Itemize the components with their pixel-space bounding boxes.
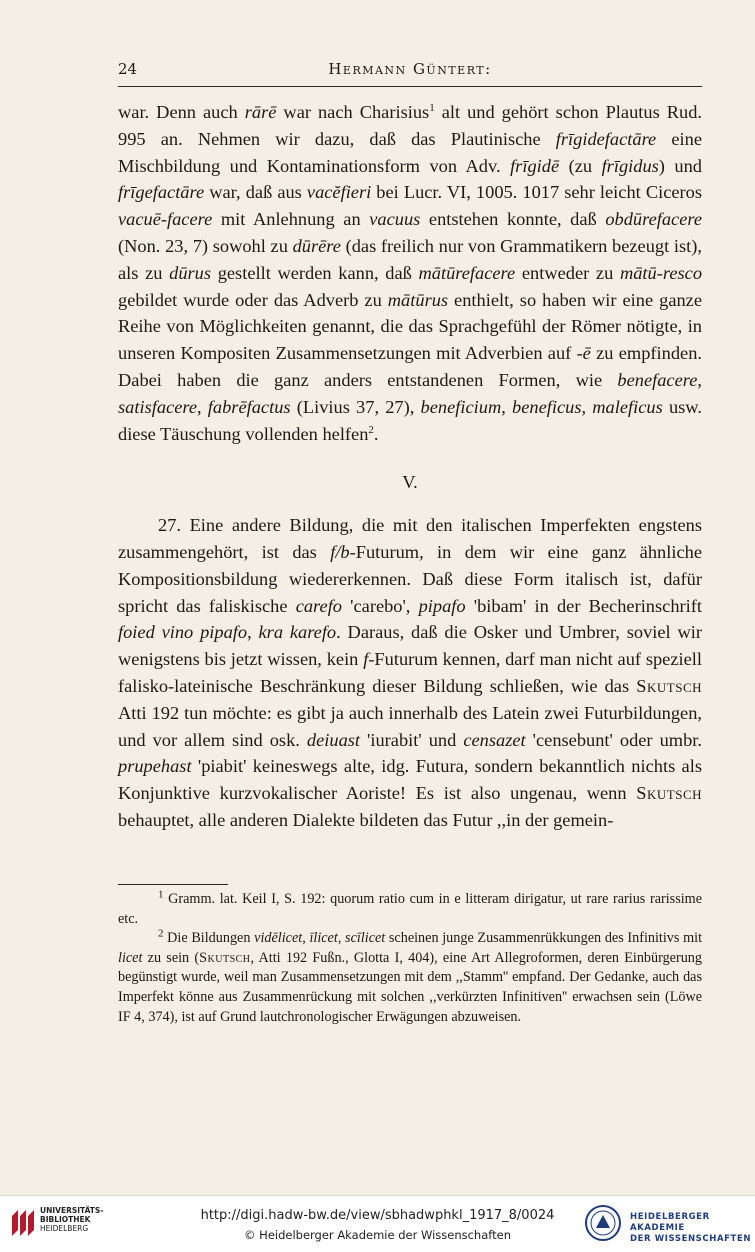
italic-term: fabrēfactus	[207, 396, 291, 417]
footnote-rule	[118, 884, 228, 885]
italic-term: vacuē-facere	[118, 209, 213, 230]
italic-term: f/b	[330, 541, 350, 562]
italic-term: censazet	[463, 729, 526, 750]
footnote-ref: 2	[368, 423, 374, 436]
footnote-2: $^2$ Die Bildungen vidēlicet, īlicet, scīlicet scheinen junge Zusammenrükkungen des Infinitivs mit licet zu sein (Skutsch, Atti 192 Fußn., Glotta I, 404), eine Art Allegroformen, deren Einbürgerung begünstigt wurde, weil man Zusammensetzungen mit dem ,,Stamm'' empfand. Der Gedanke, auch das Imperfekt könne aus Zusammenrückung mit solchen ,,verkürzten Infinitiven'' erwachsen sein (Löwe IF 4, 374), ist auf Grund lautchronologischer Erwägungen abzuweisen.	[118, 927, 703, 1025]
italic-term: vacĕfieri	[306, 182, 372, 203]
italic-term: beneficus	[512, 396, 582, 417]
italic-term: frīgidefactāre	[555, 128, 657, 149]
italic-term: -ē	[576, 343, 591, 364]
academy-name: HEIDELBERGER AKADEMIE DER WISSENSCHAFTEN	[630, 1212, 752, 1244]
header-rule	[118, 86, 702, 87]
italic-term: beneficium	[420, 396, 502, 417]
italic-term: pipafo	[418, 595, 466, 616]
italic-term: foied vino pipafo	[118, 622, 248, 643]
footnote-ref: 2	[158, 927, 164, 940]
italic-term: scīlicet	[345, 930, 386, 947]
footnote-1: $^1$ Gramm. lat. Keil I, S. 192: quorum ratio cum in e litteram dirigatur, ut rare rarius rarissime etc.	[118, 888, 702, 927]
running-title: Hermann Güntert:	[328, 60, 492, 78]
italic-term: maleficus	[592, 396, 663, 417]
italic-term: īlicet	[309, 930, 338, 947]
italic-term: mātūrus	[387, 289, 449, 310]
page-number: 24	[118, 60, 138, 78]
italic-term: frīgidus	[601, 155, 659, 176]
italic-term: benefacere	[617, 369, 698, 390]
copyright-text: © Heidelberger Akademie der Wissenschaften	[244, 1228, 511, 1242]
permalink-url[interactable]: http://digi.hadw-bw.de/view/sbhadwphkl_1917_8/0024	[200, 1208, 555, 1223]
italic-term: mātū-resco	[619, 262, 703, 283]
paragraph-2: 27. Eine andere Bildung, die mit den italischen Imperfekten engstens zusammengehört, ist das f/b-Futurum, in dem wir eine ganz ähnliche Kompositionsbildung wiedererkennen. Daß diese Form italisch ist, dafür spricht das faliskische carefo 'carebo', pipafo 'bibam' in der Becherinschrift foied vino pipafo, kra karefo. Daraus, daß die Osker und Umbrer, soviel wir wenigstens bis jetzt wissen, kein f-Futurum kennen, darf man nicht auf speziell falisko-lateinische Beschränkung dieser Bildung schließen, wie das Skutsch Atti 192 tun möchte: es gibt ja auch innerhalb des Latein zwei Futurbildungen, und vor allem sind osk. deiuast 'iurabit' und censazet 'censebunt' oder umbr. prupehast 'piabit' keineswegs alte, idg. Futura, sondern bekanntlich nichts als Konjunktive kurzvokalischer Aoriste! Es ist also ungenau, wenn Skutsch behauptet, alle anderen Dialekte bildeten das Futur ,,in der gemein-	[118, 515, 702, 830]
italic-term: vidēlicet	[254, 930, 303, 947]
paragraph-1: war. Denn auch rārē war nach Charisius$^1$ alt und gehört schon Plautus Rud. 995 an. Nehmen wir dazu, daß das Plautinische frīgidefactāre eine Mischbildung und Kontaminationsform von Adv. frīgidē (zu frīgidus) und frīgefactāre war, daß aus vacĕfieri bei Lucr. VI, 1005. 1017 sehr leicht Ciceros vacuē-facere mit Anlehnung an vacuus entstehen konnte, daß obdūrefacere (Non. 23, 7) sowohl zu dūrēre (das freilich nur von Grammatikern bezeugt ist), als zu dūrus gestellt werden kann, daß mātūrefacere entweder zu mātū-resco gebildet wurde oder das Adverb zu mātūrus enthielt, so haben wir eine ganze Reihe von Möglichkeiten genannt, die das Sprachgefühl der Römer nötigte, in unseren Kompositen Zusammensetzungen mit Adverbien auf -ē zu empfinden. Dabei haben die ganz anders entstandenen Formen, wie benefacere, satisfacere, fabrēfactus (Livius 37, 27), beneficium, beneficus, maleficus usw. diese Täuschung vollenden helfen$^2$.	[118, 101, 703, 444]
italic-term: obdūrefacere	[605, 209, 703, 230]
author-name: Skutsch	[199, 949, 251, 966]
italic-term: mātūrefacere	[418, 262, 516, 283]
academy-seal-icon	[584, 1204, 622, 1242]
footer-bar	[0, 1195, 755, 1252]
author-name: Skutsch	[636, 783, 702, 804]
running-head	[118, 60, 702, 84]
main-text	[118, 99, 702, 834]
author-name: Skutsch	[636, 675, 702, 696]
italic-term: rārē	[244, 102, 277, 122]
italic-term: f	[363, 649, 369, 670]
section-heading: V.	[402, 472, 418, 493]
library-name: UNIVERSITÄTS- BIBLIOTHEK HEIDELBERG	[40, 1206, 104, 1233]
italic-term: prupehast	[118, 756, 192, 777]
italic-term: dūrus	[169, 262, 212, 283]
italic-term: deiuast	[306, 729, 361, 750]
italic-term: satisfacere	[118, 396, 197, 417]
italic-term: dūrēre	[292, 235, 341, 256]
footnotes	[118, 890, 702, 1027]
footnote-ref: 1	[158, 888, 164, 901]
italic-term: kra karefo	[258, 622, 337, 643]
italic-term: vacuus	[369, 209, 421, 230]
footnote-ref: 1	[429, 101, 435, 114]
italic-term: frīgidē	[510, 155, 560, 176]
italic-term: frīgefactāre	[118, 182, 205, 203]
italic-term: licet	[118, 949, 143, 966]
italic-term: carefo	[295, 595, 343, 616]
